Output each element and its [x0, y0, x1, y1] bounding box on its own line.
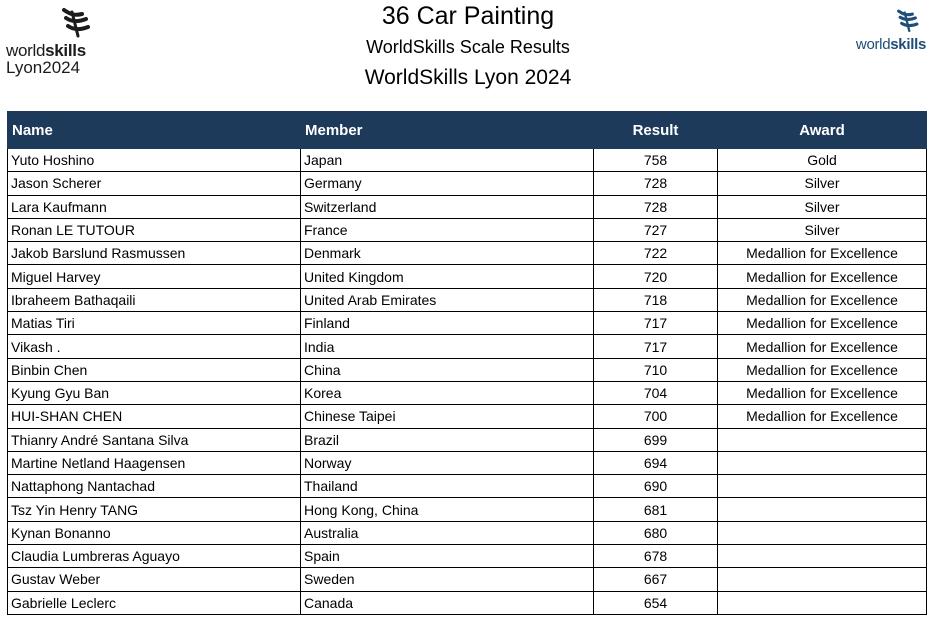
cell-result: 720 — [594, 265, 718, 288]
cell-award — [718, 591, 927, 614]
cell-result: 667 — [594, 568, 718, 591]
cell-award — [718, 568, 927, 591]
cell-name: Jason Scherer — [8, 172, 301, 195]
cell-member: Hong Kong, China — [301, 498, 594, 521]
cell-result: 758 — [594, 149, 718, 172]
table-row — [8, 195, 927, 218]
table-row — [8, 149, 927, 172]
cell-award — [718, 428, 927, 451]
cell-award: Gold — [718, 149, 927, 172]
cell-result: 727 — [594, 218, 718, 241]
cell-result: 728 — [594, 195, 718, 218]
cell-name: Vikash . — [8, 335, 301, 358]
cell-award: Medallion for Excellence — [718, 265, 927, 288]
cell-name: Kyung Gyu Ban — [8, 381, 301, 404]
cell-result: 690 — [594, 475, 718, 498]
cell-result: 700 — [594, 405, 718, 428]
cell-result: 678 — [594, 545, 718, 568]
cell-member: Australia — [301, 521, 594, 544]
table-row — [8, 381, 927, 404]
table-header-row — [8, 112, 927, 149]
results-table — [7, 111, 927, 615]
cell-name: Ibraheem Bathaqaili — [8, 288, 301, 311]
cell-award: Medallion for Excellence — [718, 312, 927, 335]
cell-name: Nattaphong Nantachad — [8, 475, 301, 498]
cell-result: 681 — [594, 498, 718, 521]
cell-result: 717 — [594, 312, 718, 335]
cell-award: Medallion for Excellence — [718, 242, 927, 265]
cell-member: Switzerland — [301, 195, 594, 218]
cell-member: Denmark — [301, 242, 594, 265]
cell-result: 722 — [594, 242, 718, 265]
cell-result: 728 — [594, 172, 718, 195]
table-row — [8, 265, 927, 288]
table-row — [8, 242, 927, 265]
column-header-member: Member — [301, 112, 594, 149]
cell-name: HUI-SHAN CHEN — [8, 405, 301, 428]
cell-result: 699 — [594, 428, 718, 451]
logo-wordmark: worldskills — [855, 36, 926, 53]
cell-award — [718, 545, 927, 568]
cell-name: Claudia Lumbreras Aguayo — [8, 545, 301, 568]
cell-name: Martine Netland Haagensen — [8, 451, 301, 474]
cell-member: Norway — [301, 451, 594, 474]
cell-award: Medallion for Excellence — [718, 288, 927, 311]
cell-member: Germany — [301, 172, 594, 195]
table-row — [8, 498, 927, 521]
cell-member: India — [301, 335, 594, 358]
table-row — [8, 172, 927, 195]
cell-member: Brazil — [301, 428, 594, 451]
cell-name: Gabrielle Leclerc — [8, 591, 301, 614]
cell-member: Korea — [301, 381, 594, 404]
cell-name: Lara Kaufmann — [8, 195, 301, 218]
cell-member: Thailand — [301, 475, 594, 498]
column-header-result: Result — [594, 112, 718, 149]
cell-member: United Kingdom — [301, 265, 594, 288]
cell-result: 704 — [594, 381, 718, 404]
cell-member: Chinese Taipei — [301, 405, 594, 428]
cell-award: Silver — [718, 195, 927, 218]
cell-award: Medallion for Excellence — [718, 405, 927, 428]
cell-member: Canada — [301, 591, 594, 614]
cell-member: France — [301, 218, 594, 241]
cell-name: Thianry André Santana Silva — [8, 428, 301, 451]
cell-award — [718, 498, 927, 521]
table-row — [8, 358, 927, 381]
table-row — [8, 312, 927, 335]
cell-name: Miguel Harvey — [8, 265, 301, 288]
cell-name: Gustav Weber — [8, 568, 301, 591]
table-row — [8, 591, 927, 614]
worldskills-logo — [846, 8, 926, 54]
cell-member: China — [301, 358, 594, 381]
worldskills-mark-icon — [894, 8, 920, 34]
column-header-award: Award — [718, 112, 927, 149]
table-row — [8, 288, 927, 311]
event-name: WorldSkills Lyon 2024 — [364, 66, 572, 89]
cell-result: 654 — [594, 591, 718, 614]
cell-name: Yuto Hoshino — [8, 149, 301, 172]
cell-member: Spain — [301, 545, 594, 568]
cell-award — [718, 475, 927, 498]
table-row — [8, 545, 927, 568]
cell-award: Silver — [718, 218, 927, 241]
table-row — [8, 405, 927, 428]
cell-result: 710 — [594, 358, 718, 381]
cell-award — [718, 521, 927, 544]
cell-result: 718 — [594, 288, 718, 311]
table-row — [8, 568, 927, 591]
page-title: 36 Car Painting — [381, 2, 555, 30]
cell-name: Jakob Barslund Rasmussen — [8, 242, 301, 265]
cell-result: 717 — [594, 335, 718, 358]
logo-city: Lyon2024 — [6, 58, 81, 77]
cell-award: Silver — [718, 172, 927, 195]
cell-award: Medallion for Excellence — [718, 358, 927, 381]
table-row — [8, 218, 927, 241]
table-row — [8, 451, 927, 474]
cell-award: Medallion for Excellence — [718, 381, 927, 404]
cell-name: Binbin Chen — [8, 358, 301, 381]
logo-wordmark: worldskills — [6, 41, 86, 60]
column-header-name: Name — [8, 112, 301, 149]
cell-name: Kynan Bonanno — [8, 521, 301, 544]
cell-award: Medallion for Excellence — [718, 335, 927, 358]
table-row — [8, 521, 927, 544]
table-row — [8, 335, 927, 358]
table-row — [8, 475, 927, 498]
cell-member: Sweden — [301, 568, 594, 591]
cell-name: Ronan LE TUTOUR — [8, 218, 301, 241]
cell-member: Finland — [301, 312, 594, 335]
cell-result: 694 — [594, 451, 718, 474]
cell-name: Tsz Yin Henry TANG — [8, 498, 301, 521]
table-row — [8, 428, 927, 451]
cell-result: 680 — [594, 521, 718, 544]
cell-member: United Arab Emirates — [301, 288, 594, 311]
cell-name: Matias Tiri — [8, 312, 301, 335]
cell-award — [718, 451, 927, 474]
cell-member: Japan — [301, 149, 594, 172]
page-subtitle: WorldSkills Scale Results — [366, 37, 570, 57]
